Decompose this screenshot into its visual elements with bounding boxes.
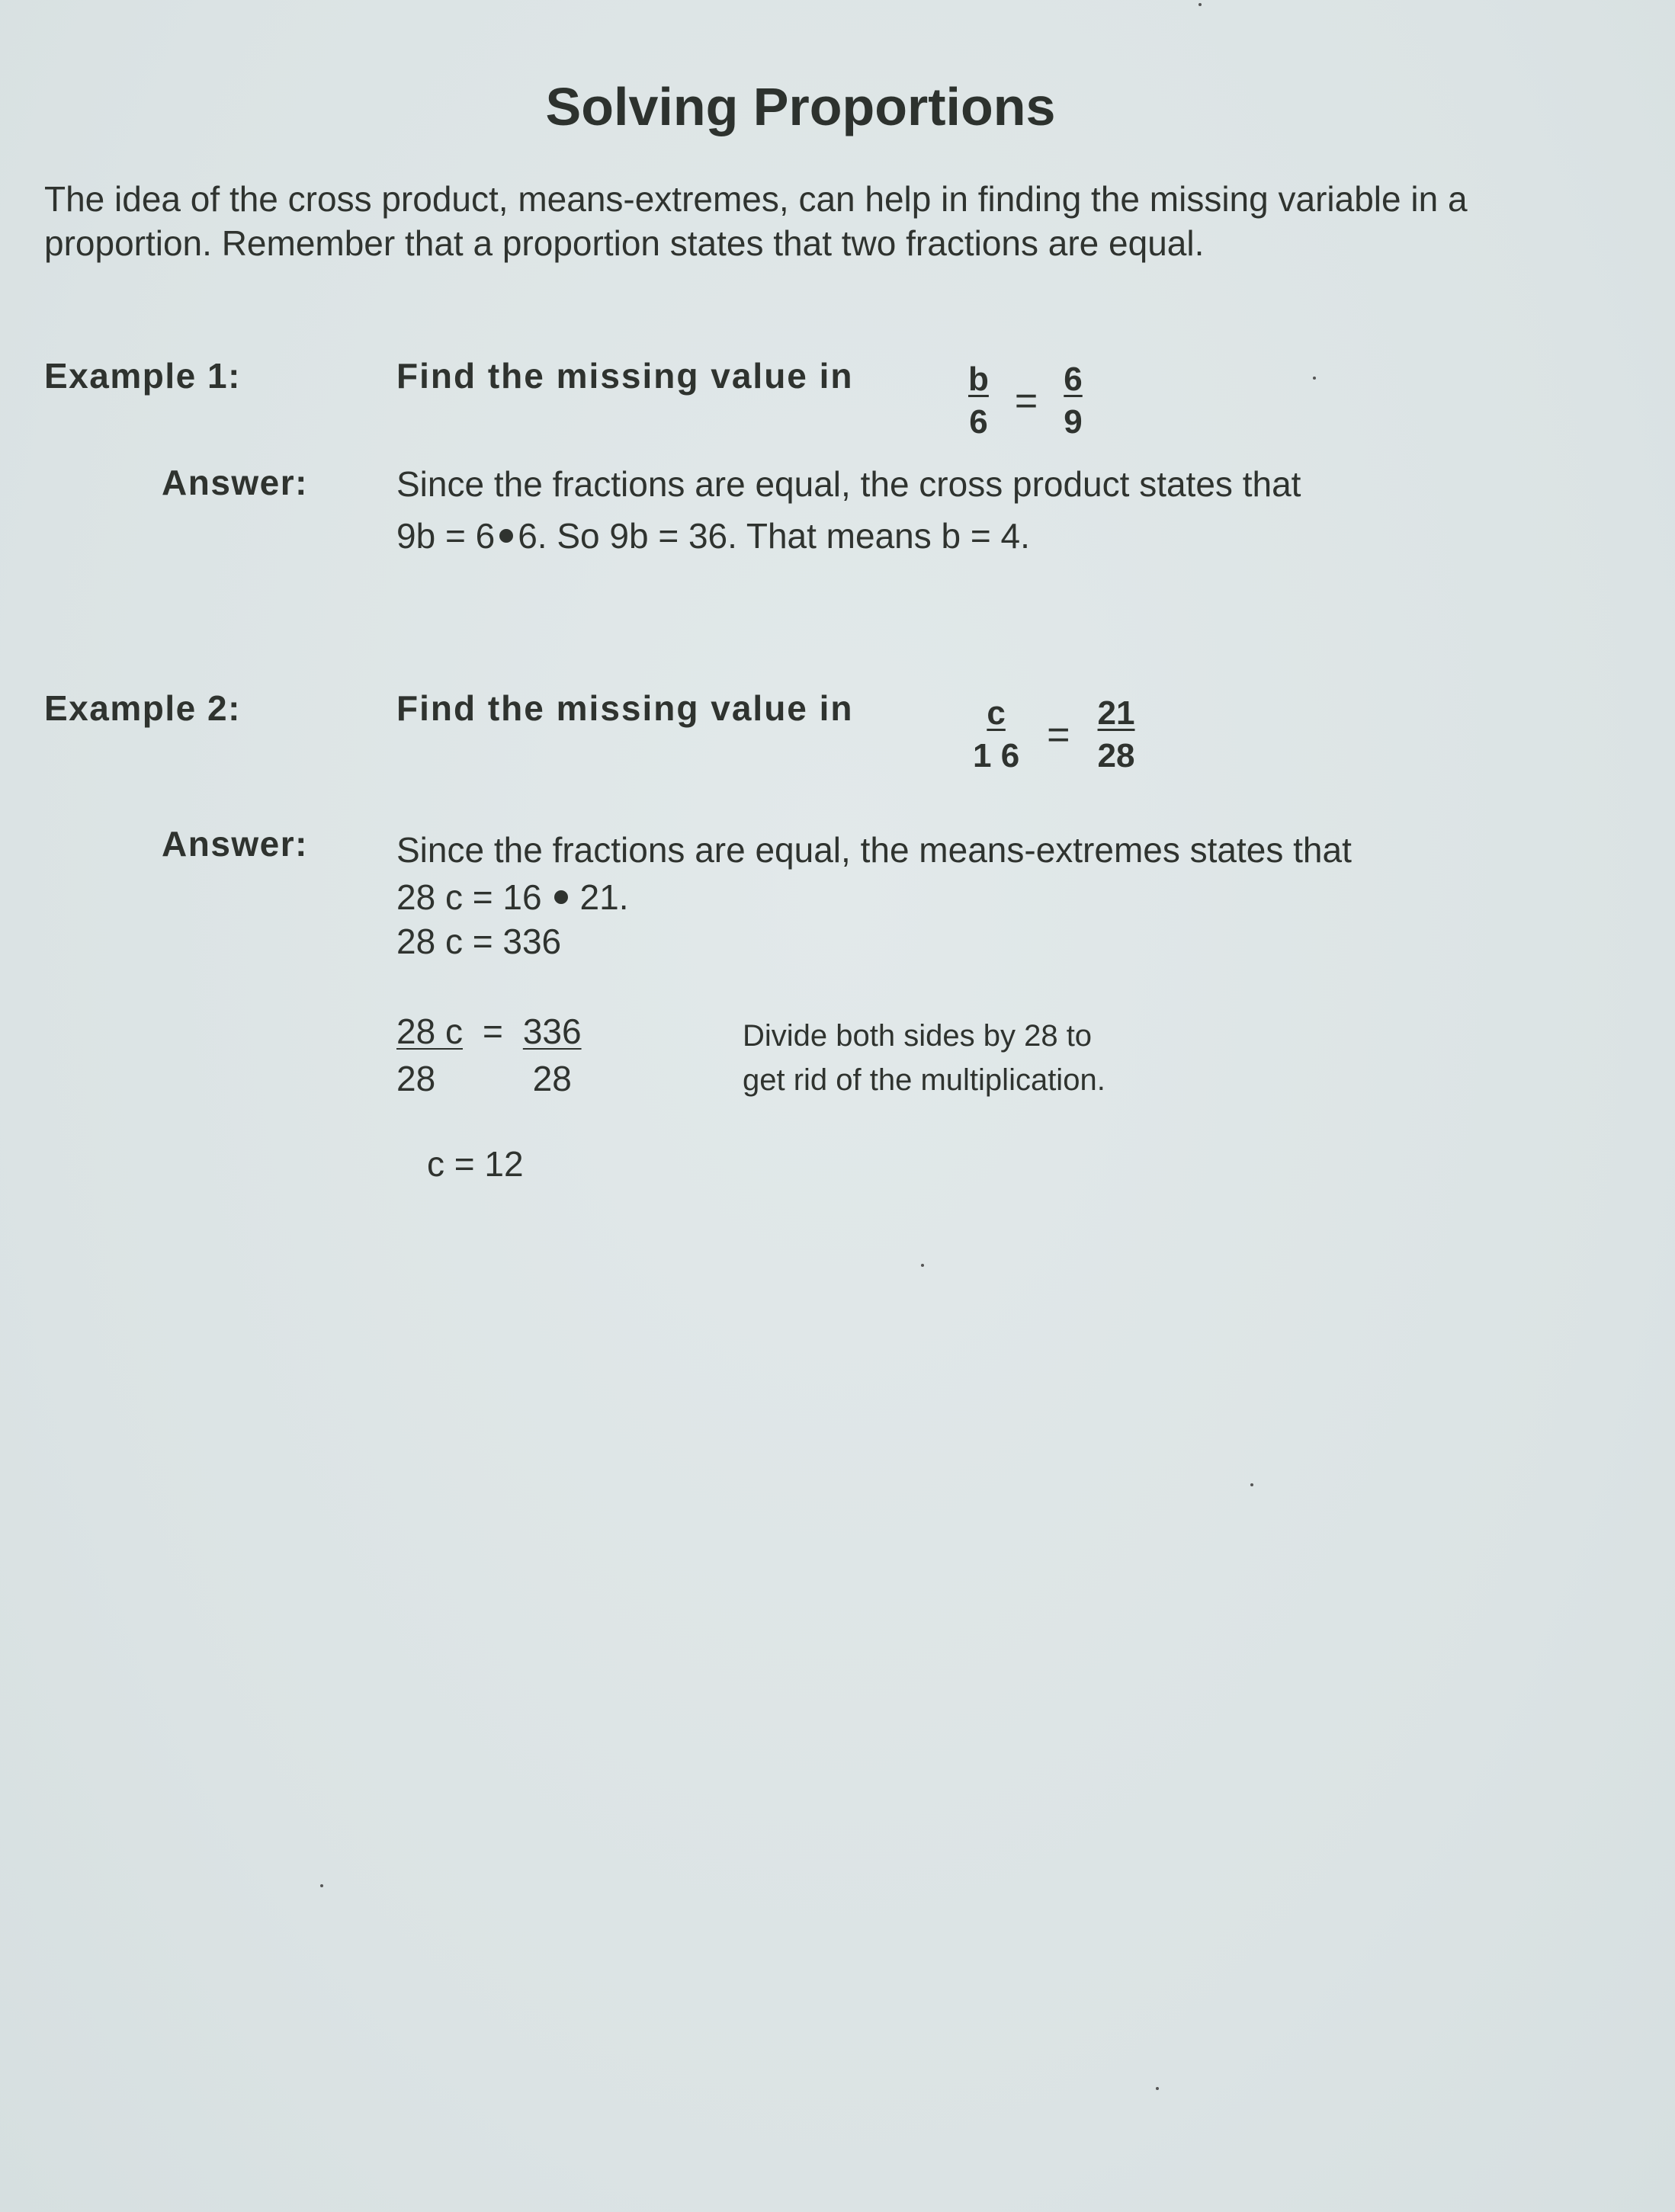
fraction-denominator: 9 [1064,403,1083,441]
example-2-answer-label: Answer: [162,824,308,864]
fraction-numerator: b [968,361,989,398]
equals-sign: = [1047,713,1070,757]
example-1-prompt: Find the missing value in [396,356,854,396]
page-title: Solving Proportions [545,77,1056,136]
scan-speck [1156,2087,1159,2090]
example-2-answer-line-1: Since the fractions are equal, the means-extremes states that [396,830,1352,870]
intro-paragraph: The idea of the cross product, means-extremes, can help in finding the missing variable in a proportion. Remember that a proportion states that two fractions are equal. [44,179,1468,263]
fraction-numerator: 336 [522,1011,582,1051]
fraction-denominator: 28 [532,1059,572,1098]
example-2-label: Example 2: [44,688,241,728]
multiplication-dot-icon [554,890,568,904]
answer-text: 9b = 6 [396,516,496,556]
example-1-answer-line-2 [396,512,1030,559]
scan-speck [1250,1483,1253,1486]
example-1-label: Example 1: [44,356,241,396]
example-2-prompt: Find the missing value in [396,688,854,728]
scan-speck [921,1264,924,1267]
example-1-fraction-right [1064,358,1082,444]
example-2-result: c = 12 [427,1144,524,1184]
division-right-fraction [523,1008,582,1102]
example-1-equation [968,358,1083,444]
example-2-answer-line-3: 28 c = 336 [396,922,562,961]
scan-speck [1198,3,1202,6]
example-2-equation [973,692,1135,777]
example-1-answer-label: Answer: [162,463,308,502]
note-line: get rid of the multiplication. [743,1063,1105,1097]
fraction-numerator: c [987,694,1006,732]
example-2-fraction-right [1098,692,1135,777]
answer-text: 21. [579,877,629,917]
example-2-answer-line-2 [396,874,629,921]
fraction-denominator: 6 [969,403,988,441]
example-1-answer-line-1: Since the fractions are equal, the cross product states that [396,464,1301,504]
answer-text: 6. So 9b = 36. That means b = 4. [518,516,1030,556]
division-note [743,1014,1105,1102]
division-step [396,1008,582,1102]
fraction-numerator: 21 [1097,694,1135,732]
fraction-denominator: 28 [1097,737,1135,774]
scan-speck [1313,377,1316,380]
fraction-numerator: 6 [1064,361,1083,398]
equals-sign: = [1014,379,1038,423]
note-line: Divide both sides by 28 to [743,1019,1093,1053]
equals-sign: = [482,1011,503,1051]
fraction-denominator: 28 [396,1059,436,1098]
scan-speck [320,1884,323,1887]
multiplication-dot-icon [499,529,513,543]
example-1-fraction-left [968,358,989,444]
fraction-numerator: 28 c [396,1011,463,1051]
fraction-denominator: 1 6 [973,737,1020,774]
answer-text: 28 c = 16 [396,877,542,917]
example-2-fraction-left [973,692,1019,777]
division-left-fraction [396,1008,463,1102]
